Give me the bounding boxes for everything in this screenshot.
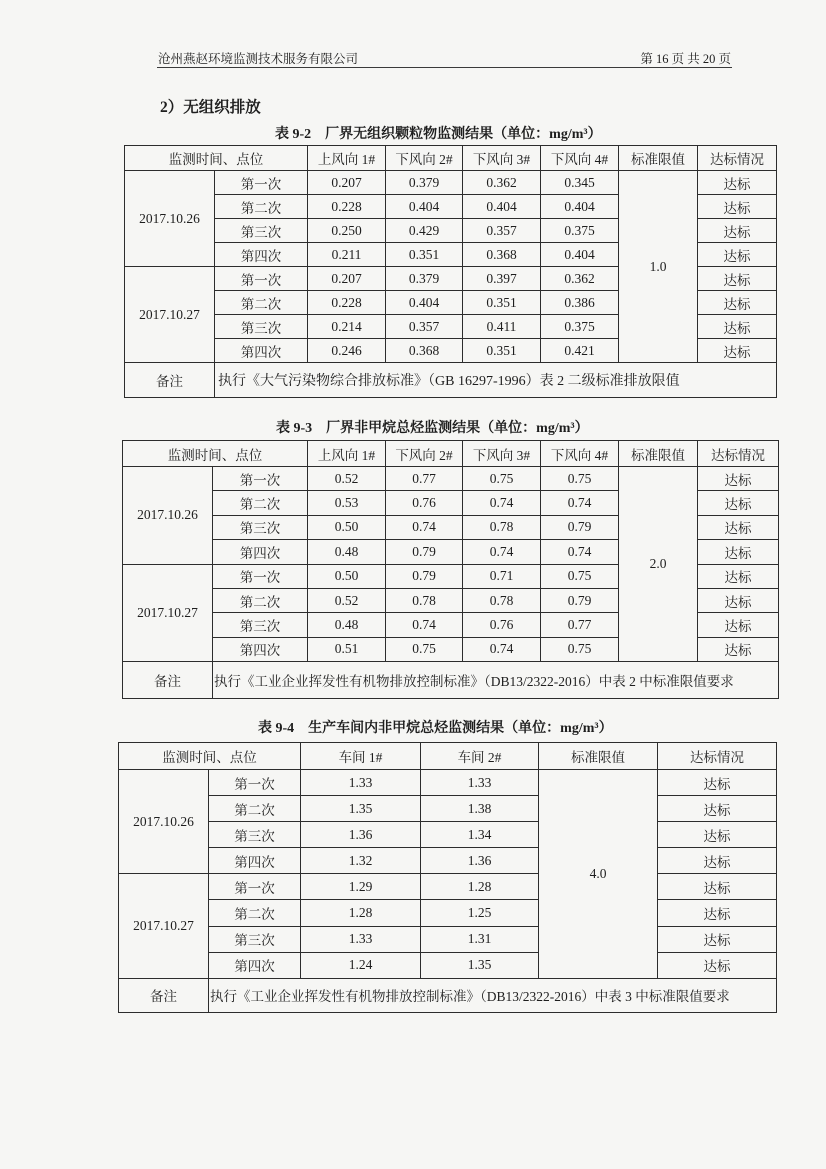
table-row <box>125 171 777 195</box>
status-cell: 达标 <box>698 613 779 637</box>
value-cell: 0.228 <box>308 195 386 219</box>
table-caption <box>258 717 613 737</box>
page-number: 第 16 页 共 20 页 <box>640 52 731 66</box>
value-cell: 1.33 <box>301 770 421 796</box>
table-row <box>119 900 777 926</box>
value-cell: 0.375 <box>541 219 619 243</box>
table-number: 表 9-3 <box>276 421 313 436</box>
value-cell: 0.78 <box>463 588 541 612</box>
value-cell: 0.404 <box>463 195 541 219</box>
value-cell: 1.32 <box>301 848 421 874</box>
status-cell: 达标 <box>698 243 777 267</box>
round-cell: 第三次 <box>213 613 308 637</box>
value-cell: 0.75 <box>541 637 619 661</box>
round-cell: 第四次 <box>213 540 308 564</box>
value-cell: 0.48 <box>308 540 386 564</box>
table-body <box>123 441 779 699</box>
value-cell: 1.34 <box>421 822 539 848</box>
round-cell: 第四次 <box>215 339 308 363</box>
header-divider <box>157 67 732 68</box>
note-text: 执行《工业企业挥发性有机物排放控制标准》（DB13/2322-2016）中表 3 中标准限值要求 <box>209 978 777 1012</box>
value-cell: 0.79 <box>541 588 619 612</box>
value-cell: 0.351 <box>463 291 541 315</box>
round-cell: 第四次 <box>215 243 308 267</box>
status-cell: 达标 <box>698 515 779 539</box>
value-cell: 0.246 <box>308 339 386 363</box>
value-cell: 0.404 <box>386 291 463 315</box>
value-cell: 0.429 <box>386 219 463 243</box>
value-cell: 0.74 <box>386 613 463 637</box>
status-cell: 达标 <box>658 874 777 900</box>
table-caption <box>275 123 602 143</box>
value-cell: 0.74 <box>463 491 541 515</box>
table-row <box>119 848 777 874</box>
value-cell: 0.74 <box>386 515 463 539</box>
status-cell: 达标 <box>658 926 777 952</box>
column-header: 下风向 4# <box>541 146 619 171</box>
status-cell: 达标 <box>658 770 777 796</box>
table-title: 生产车间内非甲烷总烃监测结果（单位：mg/m³） <box>308 721 613 736</box>
value-cell: 0.78 <box>463 515 541 539</box>
value-cell: 0.78 <box>386 588 463 612</box>
column-header: 监测时间、点位 <box>123 441 308 467</box>
round-cell: 第一次 <box>215 171 308 195</box>
round-cell: 第一次 <box>213 564 308 588</box>
value-cell: 0.375 <box>541 315 619 339</box>
note-row <box>123 662 779 699</box>
value-cell: 1.29 <box>301 874 421 900</box>
table-number: 表 9-4 <box>258 721 295 736</box>
value-cell: 1.36 <box>301 822 421 848</box>
value-cell: 0.386 <box>541 291 619 315</box>
column-header: 标准限值 <box>619 441 698 467</box>
column-header: 上风向 1# <box>308 441 386 467</box>
value-cell: 0.74 <box>541 540 619 564</box>
value-cell: 0.74 <box>463 637 541 661</box>
table-row <box>119 874 777 900</box>
status-cell: 达标 <box>658 952 777 978</box>
table-header-row <box>119 743 777 770</box>
round-cell: 第二次 <box>213 588 308 612</box>
value-cell: 0.79 <box>386 564 463 588</box>
value-cell: 0.404 <box>386 195 463 219</box>
column-header: 标准限值 <box>619 146 698 171</box>
note-text: 执行《大气污染物综合排放标准》（GB 16297-1996）表 2 二级标准排放限值 <box>215 363 777 398</box>
value-cell: 0.79 <box>386 540 463 564</box>
particulate-monitoring-table <box>124 145 777 398</box>
date-cell: 2017.10.26 <box>125 171 215 267</box>
table-title: 厂界无组织颗粒物监测结果（单位：mg/m³） <box>325 127 602 142</box>
round-cell: 第一次 <box>209 874 301 900</box>
round-cell: 第二次 <box>215 195 308 219</box>
column-header: 达标情况 <box>698 146 777 171</box>
value-cell: 0.379 <box>386 267 463 291</box>
status-cell: 达标 <box>698 564 779 588</box>
round-cell: 第二次 <box>213 491 308 515</box>
table-number: 表 9-2 <box>275 127 312 142</box>
date-cell: 2017.10.26 <box>119 770 209 874</box>
table-body <box>119 743 777 1013</box>
note-row <box>119 978 777 1012</box>
value-cell: 0.77 <box>386 467 463 491</box>
column-header: 达标情况 <box>698 441 779 467</box>
table-row <box>119 952 777 978</box>
column-header: 下风向 2# <box>386 146 463 171</box>
boundary-nmhc-table <box>122 440 779 699</box>
note-label: 备注 <box>125 363 215 398</box>
value-cell: 0.76 <box>463 613 541 637</box>
status-cell: 达标 <box>658 796 777 822</box>
value-cell: 0.52 <box>308 588 386 612</box>
status-cell: 达标 <box>658 848 777 874</box>
table-header-row <box>125 146 777 171</box>
value-cell: 0.397 <box>463 267 541 291</box>
value-cell: 1.33 <box>421 770 539 796</box>
round-cell: 第二次 <box>215 291 308 315</box>
note-label: 备注 <box>123 662 213 699</box>
date-cell: 2017.10.27 <box>123 564 213 662</box>
status-cell: 达标 <box>698 637 779 661</box>
value-cell: 0.77 <box>541 613 619 637</box>
column-header: 监测时间、点位 <box>125 146 308 171</box>
round-cell: 第一次 <box>213 467 308 491</box>
limit-cell: 2.0 <box>619 467 698 662</box>
round-cell: 第一次 <box>215 267 308 291</box>
table-caption <box>276 417 589 437</box>
value-cell: 0.74 <box>541 491 619 515</box>
column-header: 监测时间、点位 <box>119 743 301 770</box>
value-cell: 0.207 <box>308 171 386 195</box>
status-cell: 达标 <box>698 219 777 243</box>
value-cell: 0.362 <box>541 267 619 291</box>
value-cell: 1.28 <box>301 900 421 926</box>
column-header: 下风向 2# <box>386 441 463 467</box>
status-cell: 达标 <box>698 171 777 195</box>
status-cell: 达标 <box>698 291 777 315</box>
value-cell: 0.250 <box>308 219 386 243</box>
round-cell: 第二次 <box>209 900 301 926</box>
value-cell: 0.411 <box>463 315 541 339</box>
note-text: 执行《工业企业挥发性有机物排放控制标准》（DB13/2322-2016）中表 2 中标准限值要求 <box>213 662 779 699</box>
round-cell: 第三次 <box>215 315 308 339</box>
note-label: 备注 <box>119 978 209 1012</box>
round-cell: 第四次 <box>209 952 301 978</box>
status-cell: 达标 <box>698 588 779 612</box>
value-cell: 1.35 <box>421 952 539 978</box>
status-cell: 达标 <box>698 540 779 564</box>
value-cell: 1.25 <box>421 900 539 926</box>
value-cell: 0.404 <box>541 243 619 267</box>
round-cell: 第四次 <box>209 848 301 874</box>
round-cell: 第三次 <box>213 515 308 539</box>
value-cell: 0.357 <box>463 219 541 243</box>
value-cell: 0.404 <box>541 195 619 219</box>
value-cell: 0.357 <box>386 315 463 339</box>
value-cell: 1.38 <box>421 796 539 822</box>
column-header: 标准限值 <box>539 743 658 770</box>
table-header-row <box>123 441 779 467</box>
status-cell: 达标 <box>698 467 779 491</box>
value-cell: 0.75 <box>541 467 619 491</box>
value-cell: 0.351 <box>386 243 463 267</box>
value-cell: 0.51 <box>308 637 386 661</box>
value-cell: 0.53 <box>308 491 386 515</box>
column-header: 达标情况 <box>658 743 777 770</box>
value-cell: 1.35 <box>301 796 421 822</box>
value-cell: 0.75 <box>463 467 541 491</box>
value-cell: 1.31 <box>421 926 539 952</box>
value-cell: 0.207 <box>308 267 386 291</box>
value-cell: 0.345 <box>541 171 619 195</box>
value-cell: 0.48 <box>308 613 386 637</box>
table-body <box>125 146 777 398</box>
round-cell: 第二次 <box>209 796 301 822</box>
table-row <box>119 770 777 796</box>
table-title: 厂界非甲烷总烃监测结果（单位：mg/m³） <box>326 421 589 436</box>
value-cell: 0.351 <box>463 339 541 363</box>
section-title: 2）无组织排放 <box>160 99 261 116</box>
status-cell: 达标 <box>698 195 777 219</box>
status-cell: 达标 <box>698 267 777 291</box>
round-cell: 第三次 <box>209 822 301 848</box>
value-cell: 0.211 <box>308 243 386 267</box>
value-cell: 0.228 <box>308 291 386 315</box>
limit-cell: 4.0 <box>539 770 658 979</box>
value-cell: 0.74 <box>463 540 541 564</box>
column-header: 下风向 3# <box>463 146 541 171</box>
value-cell: 0.76 <box>386 491 463 515</box>
value-cell: 0.75 <box>541 564 619 588</box>
table-row <box>119 822 777 848</box>
limit-cell: 1.0 <box>619 171 698 363</box>
value-cell: 0.214 <box>308 315 386 339</box>
round-cell: 第三次 <box>209 926 301 952</box>
table-row <box>119 796 777 822</box>
round-cell: 第一次 <box>209 770 301 796</box>
round-cell: 第三次 <box>215 219 308 243</box>
round-cell: 第四次 <box>213 637 308 661</box>
column-header: 下风向 4# <box>541 441 619 467</box>
value-cell: 0.368 <box>463 243 541 267</box>
column-header: 上风向 1# <box>308 146 386 171</box>
status-cell: 达标 <box>698 491 779 515</box>
column-header: 下风向 3# <box>463 441 541 467</box>
value-cell: 1.24 <box>301 952 421 978</box>
date-cell: 2017.10.26 <box>123 467 213 565</box>
status-cell: 达标 <box>658 900 777 926</box>
note-row <box>125 363 777 398</box>
date-cell: 2017.10.27 <box>125 267 215 363</box>
value-cell: 0.71 <box>463 564 541 588</box>
status-cell: 达标 <box>698 315 777 339</box>
date-cell: 2017.10.27 <box>119 874 209 978</box>
value-cell: 0.362 <box>463 171 541 195</box>
column-header: 车间 2# <box>421 743 539 770</box>
column-header: 车间 1# <box>301 743 421 770</box>
value-cell: 0.50 <box>308 515 386 539</box>
value-cell: 0.79 <box>541 515 619 539</box>
table-row <box>123 467 779 491</box>
value-cell: 0.421 <box>541 339 619 363</box>
status-cell: 达标 <box>698 339 777 363</box>
value-cell: 0.50 <box>308 564 386 588</box>
status-cell: 达标 <box>658 822 777 848</box>
table-row <box>119 926 777 952</box>
value-cell: 0.52 <box>308 467 386 491</box>
company-name: 沧州燕赵环境监测技术服务有限公司 <box>158 52 359 66</box>
value-cell: 1.28 <box>421 874 539 900</box>
value-cell: 1.33 <box>301 926 421 952</box>
workshop-nmhc-table <box>118 742 777 1013</box>
value-cell: 0.75 <box>386 637 463 661</box>
value-cell: 1.36 <box>421 848 539 874</box>
value-cell: 0.368 <box>386 339 463 363</box>
value-cell: 0.379 <box>386 171 463 195</box>
